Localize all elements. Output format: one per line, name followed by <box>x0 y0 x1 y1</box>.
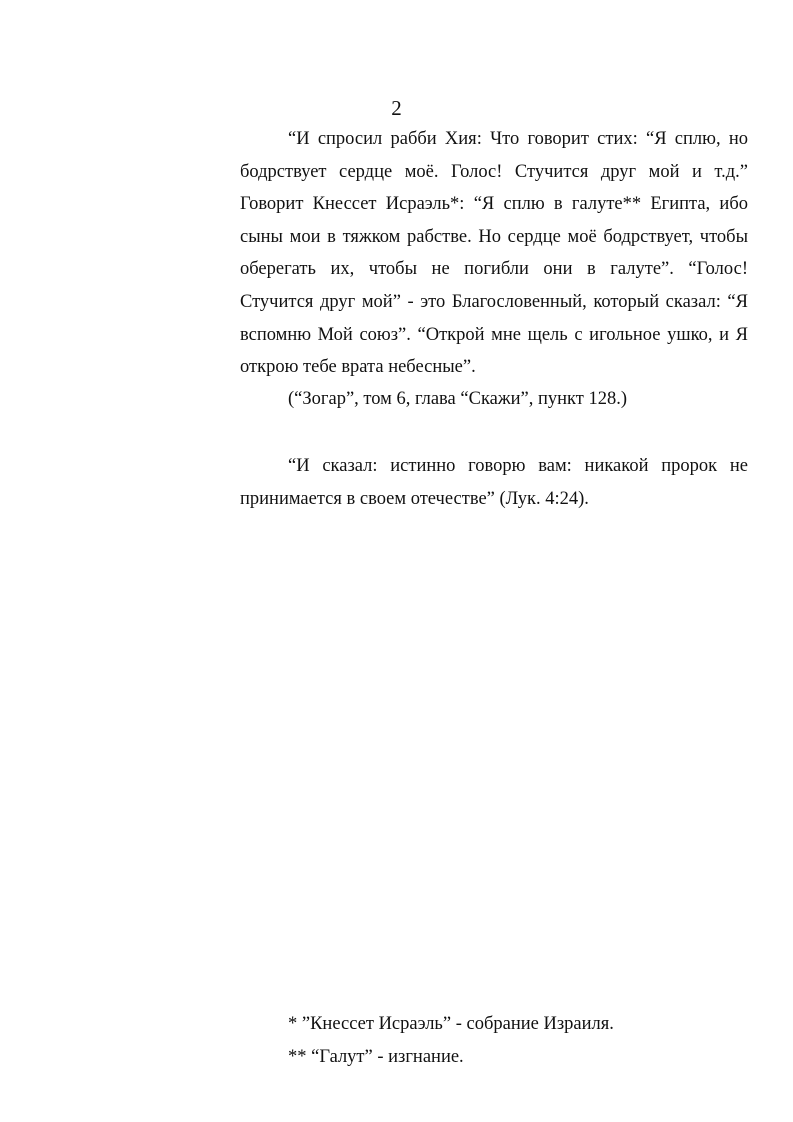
paragraph-line: открою тебе врата небесные”. <box>240 357 476 378</box>
zohar-citation: (“Зогар”, том 6, глава “Скажи”, пункт 128.) <box>288 389 628 409</box>
zohar-quote-paragraph <box>240 123 748 384</box>
paragraph-line: сыны мои в тяжком рабстве. Но сердце моё бодрствует, чтобы <box>240 226 748 247</box>
luke-quote-paragraph <box>240 450 748 515</box>
paragraph-line: Говорит Кнессет Исраэль*: “Я сплю в галуте** Египта, ибо <box>240 194 748 215</box>
paragraph-line: “И сказал: истинно говорю вам: никакой пророк не <box>288 456 748 476</box>
page-number: 2 <box>391 96 402 120</box>
paragraph-line: вспомню Мой союз”. “Открой мне щель с игольное ушко, и Я <box>240 324 748 345</box>
footnote-knesset-israel: * ”Кнессет Исраэль” - собрание Израиля. <box>288 1014 614 1034</box>
paragraph-line: “И спросил рабби Хия: Что говорит стих: “Я сплю, но <box>288 129 748 149</box>
paragraph-line: принимается в своем отечестве” (Лук. 4:24). <box>240 488 589 509</box>
footnote-galut: ** “Галут” - изгнание. <box>288 1047 464 1067</box>
paragraph-line: бодрствует сердце моё. Голос! Стучится друг мой и т.д.” <box>240 161 748 182</box>
paragraph-line: оберегать их, чтобы не погибли они в галуте”. “Голос! <box>240 259 748 280</box>
paragraph-line: Стучится друг мой” - это Благословенный, который сказал: “Я <box>240 291 748 312</box>
